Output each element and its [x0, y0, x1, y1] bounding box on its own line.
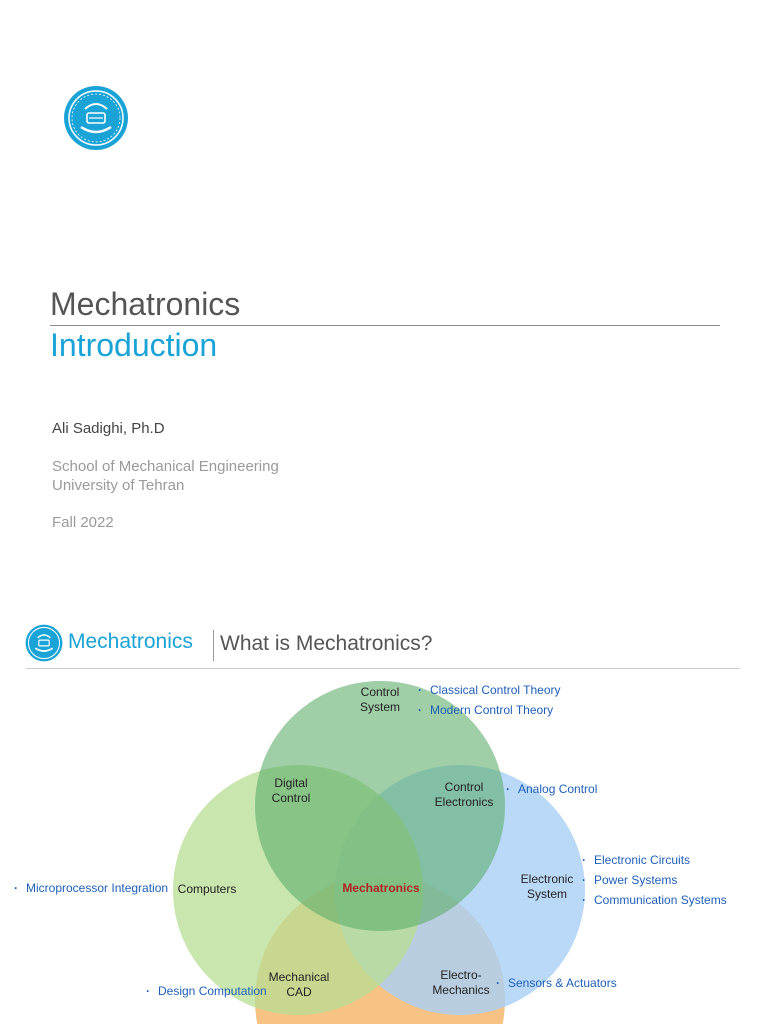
note-analog-control: · Analog Control: [506, 782, 597, 796]
author-name: Ali Sadighi, Ph.D: [52, 420, 165, 437]
note-communication-systems: · Communication Systems: [582, 893, 727, 907]
slide-title: Mechatronics: [50, 286, 241, 322]
label-electro-mechanics: Electro- Mechanics: [432, 968, 490, 997]
label-digital-control: Digital Control: [271, 776, 311, 805]
slide2-title: What is Mechatronics?: [220, 632, 433, 655]
affiliation-university: University of Tehran: [52, 477, 185, 494]
note-classical-control: · Classical Control Theory: [418, 683, 561, 697]
label-mechatronics: Mechatronics: [342, 881, 420, 895]
note-design-computation: · Design Computation: [146, 984, 267, 998]
slide2-brand: Mechatronics: [68, 630, 193, 653]
slide-subtitle: Introduction: [50, 327, 218, 363]
affiliation-school: School of Mechanical Engineering: [52, 458, 279, 475]
note-electronic-circuits: · Electronic Circuits: [582, 853, 690, 867]
note-sensors-actuators: · Sensors & Actuators: [496, 976, 617, 990]
label-mechanical-cad: Mechanical CAD: [268, 970, 330, 999]
label-control-electronics: Control Electronics: [434, 780, 494, 809]
label-computers: Computers: [177, 882, 237, 896]
note-modern-control: · Modern Control Theory: [418, 703, 553, 717]
note-microprocessor-integration: · Microprocessor Integration: [14, 881, 168, 895]
label-control-system: Control System: [359, 685, 400, 714]
note-power-systems: · Power Systems: [582, 873, 677, 887]
semester-date: Fall 2022: [52, 514, 114, 531]
label-electronic-system: Electronic System: [520, 872, 574, 901]
